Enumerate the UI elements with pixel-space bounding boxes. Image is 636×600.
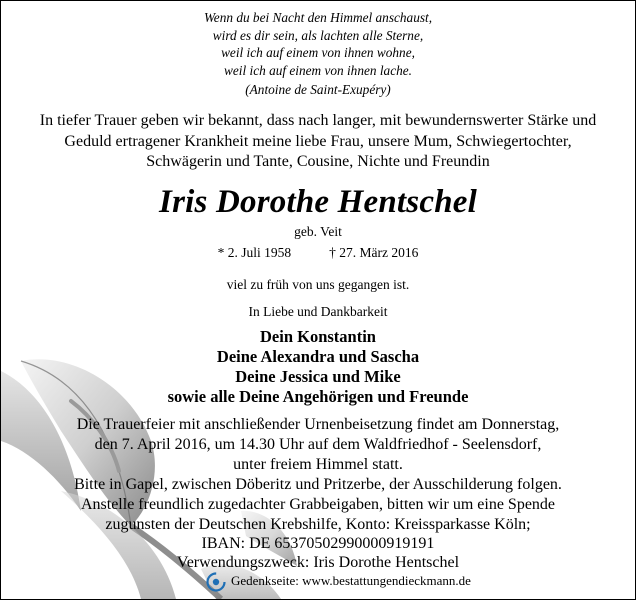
birth-name: geb. Veit <box>294 224 342 239</box>
mourner-line: Dein Konstantin <box>260 327 376 346</box>
donation-line: Verwendungszweck: Iris Dorothe Hentschel <box>176 554 460 571</box>
donation-line: Anstelle freundlich zugedachter Grabbeigaben, bitten wir um eine Spende <box>80 496 556 513</box>
intro-line: In tiefer Trauer geben wir bekannt, dass nach langer, mit bewundernswerter Stärke und <box>39 112 597 129</box>
poem-line: wird es dir sein, als lachten alle Sterne, <box>212 27 424 43</box>
funeral-line: Bitte in Gapel, zwischen Döberitz und Pritzerbe, der Ausschilderung folgen. <box>74 476 562 493</box>
funeral-line: unter freiem Himmel statt. <box>233 456 403 473</box>
deceased-name: Iris Dorothe Hentschel <box>159 184 477 220</box>
mourner-line: Deine Alexandra und Sascha <box>216 347 420 366</box>
love-text: In Liebe und Dankbarkeit <box>248 304 388 319</box>
intro-line: Geduld ertragener Krankheit meine liebe Frau, unsere Mum, Schwiegertochter, <box>64 132 572 150</box>
mourner-line: Deine Jessica und Mike <box>235 367 401 386</box>
donation-line: zugunsten der Deutschen Krebshilfe, Konto: Kreissparkasse Köln; <box>105 516 531 533</box>
too-early-text: viel zu früh von uns gegangen ist. <box>226 277 410 292</box>
poem-line: Wenn du bei Nacht den Himmel anschaust, <box>203 10 433 25</box>
death-date: † 27. März 2016 <box>329 245 419 260</box>
memorial-page-link[interactable]: Gedenkseite: www.bestattungendieckmann.de <box>231 573 471 588</box>
life-dates <box>1 245 635 261</box>
funeral-line: den 7. April 2016, um 14.30 Uhr auf dem Waldfriedhof - Seelensdorf, <box>94 436 542 453</box>
poem-author: (Antoine de Saint-Exupéry) <box>245 82 391 97</box>
mourner-line: sowie alle Deine Angehörigen und Freunde <box>167 387 469 406</box>
funeral-line: Die Trauerfeier mit anschließender Urnenbeisetzung findet am Donnerstag, <box>76 416 560 433</box>
poem-line: weil ich auf einem von ihnen wohne, <box>221 45 415 60</box>
donation-line: IBAN: DE 65370502990000919191 <box>201 535 435 552</box>
intro-line: Schwägerin und Tante, Cousine, Nichte und Freundin <box>146 153 490 170</box>
circle-swirl-logo-icon <box>206 572 226 592</box>
birth-date: * 2. Juli 1958 <box>217 245 292 260</box>
poem-line: weil ich auf einem von ihnen lache. <box>224 62 412 78</box>
